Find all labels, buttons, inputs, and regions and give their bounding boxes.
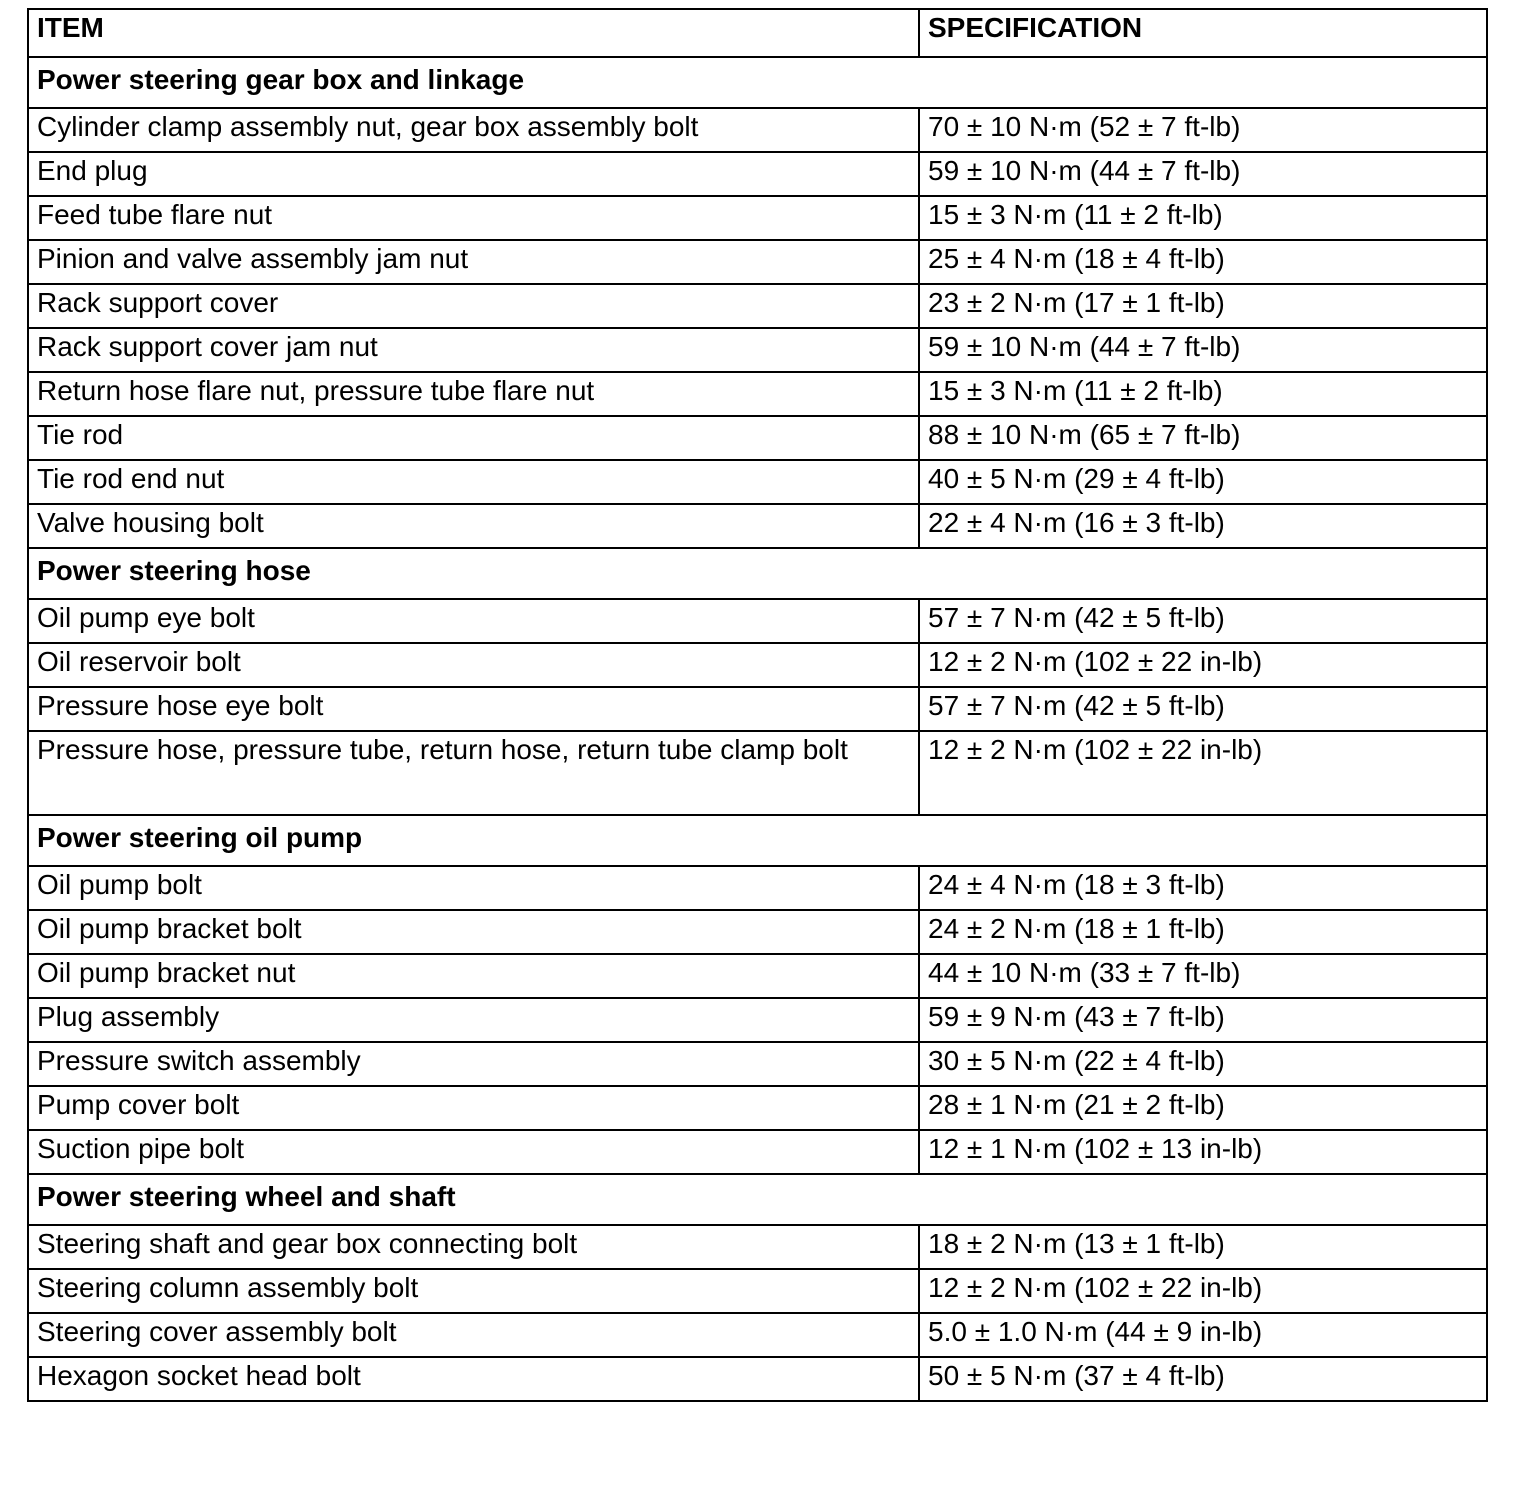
spec-cell: 59 ± 10 N·m (44 ± 7 ft-lb) — [919, 152, 1487, 196]
table-row — [28, 1313, 1487, 1357]
spec-cell: 25 ± 4 N·m (18 ± 4 ft-lb) — [919, 240, 1487, 284]
spec-cell: 59 ± 9 N·m (43 ± 7 ft-lb) — [919, 998, 1487, 1042]
item-cell: Oil reservoir bolt — [28, 643, 919, 687]
table-row — [28, 1357, 1487, 1401]
table-row — [28, 372, 1487, 416]
table-row — [28, 328, 1487, 372]
column-header-item: ITEM — [28, 9, 919, 57]
item-cell: Steering shaft and gear box connecting bolt — [28, 1225, 919, 1269]
spec-cell: 30 ± 5 N·m (22 ± 4 ft-lb) — [919, 1042, 1487, 1086]
section-header-row — [28, 548, 1487, 599]
item-cell: Oil pump eye bolt — [28, 599, 919, 643]
table-row — [28, 416, 1487, 460]
section-header-row — [28, 57, 1487, 108]
table-row — [28, 643, 1487, 687]
spec-cell: 18 ± 2 N·m (13 ± 1 ft-lb) — [919, 1225, 1487, 1269]
spec-cell: 59 ± 10 N·m (44 ± 7 ft-lb) — [919, 328, 1487, 372]
spec-cell: 44 ± 10 N·m (33 ± 7 ft-lb) — [919, 954, 1487, 998]
item-cell: Cylinder clamp assembly nut, gear box assembly bolt — [28, 108, 919, 152]
item-cell: Pressure hose, pressure tube, return hose, return tube clamp bolt — [28, 731, 919, 815]
spec-cell: 88 ± 10 N·m (65 ± 7 ft-lb) — [919, 416, 1487, 460]
section-header-row — [28, 1174, 1487, 1225]
section-header-row — [28, 815, 1487, 866]
item-cell: Oil pump bracket bolt — [28, 910, 919, 954]
item-cell: Pinion and valve assembly jam nut — [28, 240, 919, 284]
table-row — [28, 731, 1487, 815]
spec-cell: 12 ± 2 N·m (102 ± 22 in-lb) — [919, 731, 1487, 815]
item-cell: Return hose flare nut, pressure tube flare nut — [28, 372, 919, 416]
table-body — [28, 9, 1487, 1401]
section-title: Power steering gear box and linkage — [28, 57, 1487, 108]
table-row — [28, 998, 1487, 1042]
item-cell: Pump cover bolt — [28, 1086, 919, 1130]
table-row — [28, 910, 1487, 954]
spec-cell: 22 ± 4 N·m (16 ± 3 ft-lb) — [919, 504, 1487, 548]
column-header-specification: SPECIFICATION — [919, 9, 1487, 57]
table-row — [28, 240, 1487, 284]
section-title: Power steering hose — [28, 548, 1487, 599]
table-row — [28, 504, 1487, 548]
item-cell: Steering cover assembly bolt — [28, 1313, 919, 1357]
spec-cell: 28 ± 1 N·m (21 ± 2 ft-lb) — [919, 1086, 1487, 1130]
table-row — [28, 1086, 1487, 1130]
spec-cell: 15 ± 3 N·m (11 ± 2 ft-lb) — [919, 196, 1487, 240]
table-row — [28, 954, 1487, 998]
item-cell: End plug — [28, 152, 919, 196]
table-row — [28, 1042, 1487, 1086]
item-cell: Pressure switch assembly — [28, 1042, 919, 1086]
spec-cell: 40 ± 5 N·m (29 ± 4 ft-lb) — [919, 460, 1487, 504]
section-title: Power steering wheel and shaft — [28, 1174, 1487, 1225]
item-cell: Rack support cover jam nut — [28, 328, 919, 372]
table-row — [28, 196, 1487, 240]
item-cell: Pressure hose eye bolt — [28, 687, 919, 731]
spec-cell: 12 ± 1 N·m (102 ± 13 in-lb) — [919, 1130, 1487, 1174]
item-cell: Feed tube flare nut — [28, 196, 919, 240]
item-cell: Valve housing bolt — [28, 504, 919, 548]
table-row — [28, 687, 1487, 731]
table-row — [28, 460, 1487, 504]
item-cell: Rack support cover — [28, 284, 919, 328]
spec-cell: 57 ± 7 N·m (42 ± 5 ft-lb) — [919, 687, 1487, 731]
spec-cell: 15 ± 3 N·m (11 ± 2 ft-lb) — [919, 372, 1487, 416]
spec-cell: 12 ± 2 N·m (102 ± 22 in-lb) — [919, 643, 1487, 687]
table-row — [28, 1269, 1487, 1313]
spec-cell: 70 ± 10 N·m (52 ± 7 ft-lb) — [919, 108, 1487, 152]
section-title: Power steering oil pump — [28, 815, 1487, 866]
item-cell: Oil pump bolt — [28, 866, 919, 910]
item-cell: Plug assembly — [28, 998, 919, 1042]
item-cell: Hexagon socket head bolt — [28, 1357, 919, 1401]
item-cell: Tie rod — [28, 416, 919, 460]
item-cell: Oil pump bracket nut — [28, 954, 919, 998]
spec-cell: 24 ± 4 N·m (18 ± 3 ft-lb) — [919, 866, 1487, 910]
table-row — [28, 284, 1487, 328]
spec-cell: 5.0 ± 1.0 N·m (44 ± 9 in-lb) — [919, 1313, 1487, 1357]
table-row — [28, 1225, 1487, 1269]
spec-cell: 23 ± 2 N·m (17 ± 1 ft-lb) — [919, 284, 1487, 328]
spec-cell: 12 ± 2 N·m (102 ± 22 in-lb) — [919, 1269, 1487, 1313]
table-row — [28, 108, 1487, 152]
spec-cell: 50 ± 5 N·m (37 ± 4 ft-lb) — [919, 1357, 1487, 1401]
spec-cell: 24 ± 2 N·m (18 ± 1 ft-lb) — [919, 910, 1487, 954]
table-row — [28, 866, 1487, 910]
item-cell: Tie rod end nut — [28, 460, 919, 504]
table-row — [28, 152, 1487, 196]
header-row — [28, 9, 1487, 57]
table-row — [28, 599, 1487, 643]
spec-cell: 57 ± 7 N·m (42 ± 5 ft-lb) — [919, 599, 1487, 643]
table-row — [28, 1130, 1487, 1174]
item-cell: Suction pipe bolt — [28, 1130, 919, 1174]
item-cell: Steering column assembly bolt — [28, 1269, 919, 1313]
torque-spec-table — [27, 8, 1488, 1402]
